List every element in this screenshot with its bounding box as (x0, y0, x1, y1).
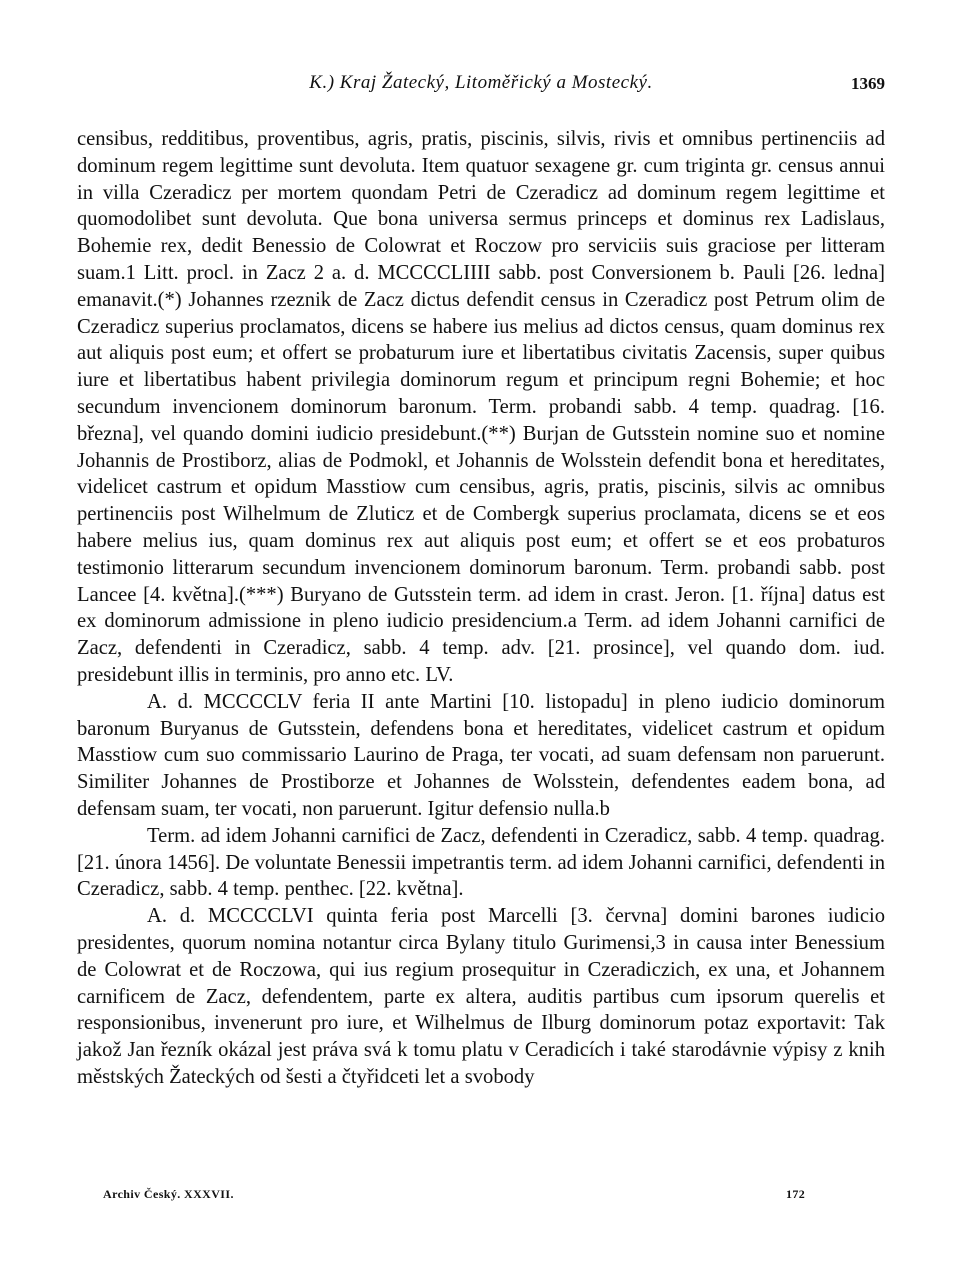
page-header (77, 72, 885, 100)
body-text (77, 126, 885, 1091)
paragraph-4: A. d. MCCCCLVI quinta feria post Marcelli [3. června] domini barones iudicio presidentes, quorum nomina notantur circa Bylany titulo Gurimensi,3 in causa inter Benessium de Colowrat et de Roczowa, qui ius regium prosequitur in Czeradiczich, ex una, et Johannem carnificem de Zacz, defendentem, parte ex altera, auditis partibus cum ipsorum querelis et responsionibus, invenerunt pro iure, et Wilhelmus de Ilburg dominorum potaz exportavit: Tak jakož Jan řezník okázal jest práva svá k tomu platu v Ceradicích i také starodávnie výpisy z knih městských Žateckých od šesti a čtyřidceti let a svobody (77, 905, 885, 1088)
sheet-signature: 172 (786, 1187, 806, 1201)
paragraph-2: A. d. MCCCCLV feria II ante Martini [10. listopadu] in pleno iudicio dominorum baronum Buryanus de Gutsstein, defendens bona et hereditates, videlicet castrum et opidum Masstiow cum suo commissario Laurino de Praga, ter vocati, ad suam defensam non paruerunt. Similiter Johannes de Prostiborze et Johannes de Wolsstein, defendentes eadem bona, ad defensam suam, ter vocati, non paruerunt. Igitur defensio nulla.b (77, 690, 885, 820)
paragraph-3: Term. ad idem Johanni carnifici de Zacz, defendenti in Czeradicz, sabb. 4 temp. quadrag. [21. února 1456]. De voluntate Benessii impetrantis term. ad idem Johanni carnifici, defendenti in Czeradicz, sabb. 4 temp. penthec. [22. května]. (77, 824, 885, 901)
page-number: 1369 (851, 74, 885, 93)
page-footer (103, 1187, 843, 1207)
running-title: K.) Kraj Žatecký, Litoměřický a Mostecký. (309, 72, 653, 93)
paragraph-1: censibus, redditibus, proventibus, agris, pratis, piscinis, silvis, rivis et omnibus pertinenciis ad dominum regem legittime sunt devoluta. Item quatuor sexagene gr. cum triginta gr. census annui in villa Czeradicz per mortem quondam Petri de Czeradicz ad dominum regem legittime et quomodolibet sunt devoluta. Que bona universa sermus princeps et dominus rex Ladislaus, Bohemie rex, dedit Benessio de Colowrat et Roczow pro serviciis suis graciose per litteram suam.1 Litt. procl. in Zacz 2 a. d. MCCCCLIIII sabb. post Conversionem b. Pauli [26. ledna] emanavit.(*) Johannes rzeznik de Zacz dictus defendit census in Czeradicz post Petrum olim de Czeradicz superius proclamatos, dicens se habere ius melius ad dictos census, quam dominus rex aut aliquis post eum; et offert se probaturum iure et libertatibus civitatis Zacensis, super quibus iure et libertatibus habent privilegia dominorum regum et principum regni Bohemie; et hoc secundum invencionem dominorum baronum. Term. probandi sabb. 4 temp. quadrag. [16. března], vel quando domini iudicio presidebunt.(**) Burjan de Gutsstein nomine suo et nomine Johannis de Prostiborz, alias de Podmokl, et Johannis de Wolsstein defendit bona et hereditates, videlicet castrum et opidum Masstiow cum censibus, agris, pratis, piscinis, silvis ac omnibus pertinenciis post Wilhelmum de Zluticz et de Combergk superius proclamata, dicens se et eos habere melius ius, quam dominus rex aut aliquis post eum; et offert se et eos probaturos testimonio litterarum secundum invencionem dominorum baronum. Term. probandi sabb. post Lancee [4. května].(***) Buryano de Gutsstein term. ad idem in crast. Jeron. [1. října] datus est ex dominorum admissione in pleno iudicio presidencium.a Term. ad idem Johanni carnifici de Zacz, defendenti in Czeradicz, sabb. 4 temp. adv. [21. prosince], vel quando dom. iud. presidebunt illis in terminis, pro anno etc. LV. (77, 128, 885, 686)
journal-name: Archiv Český. XXXVII. (103, 1187, 234, 1201)
